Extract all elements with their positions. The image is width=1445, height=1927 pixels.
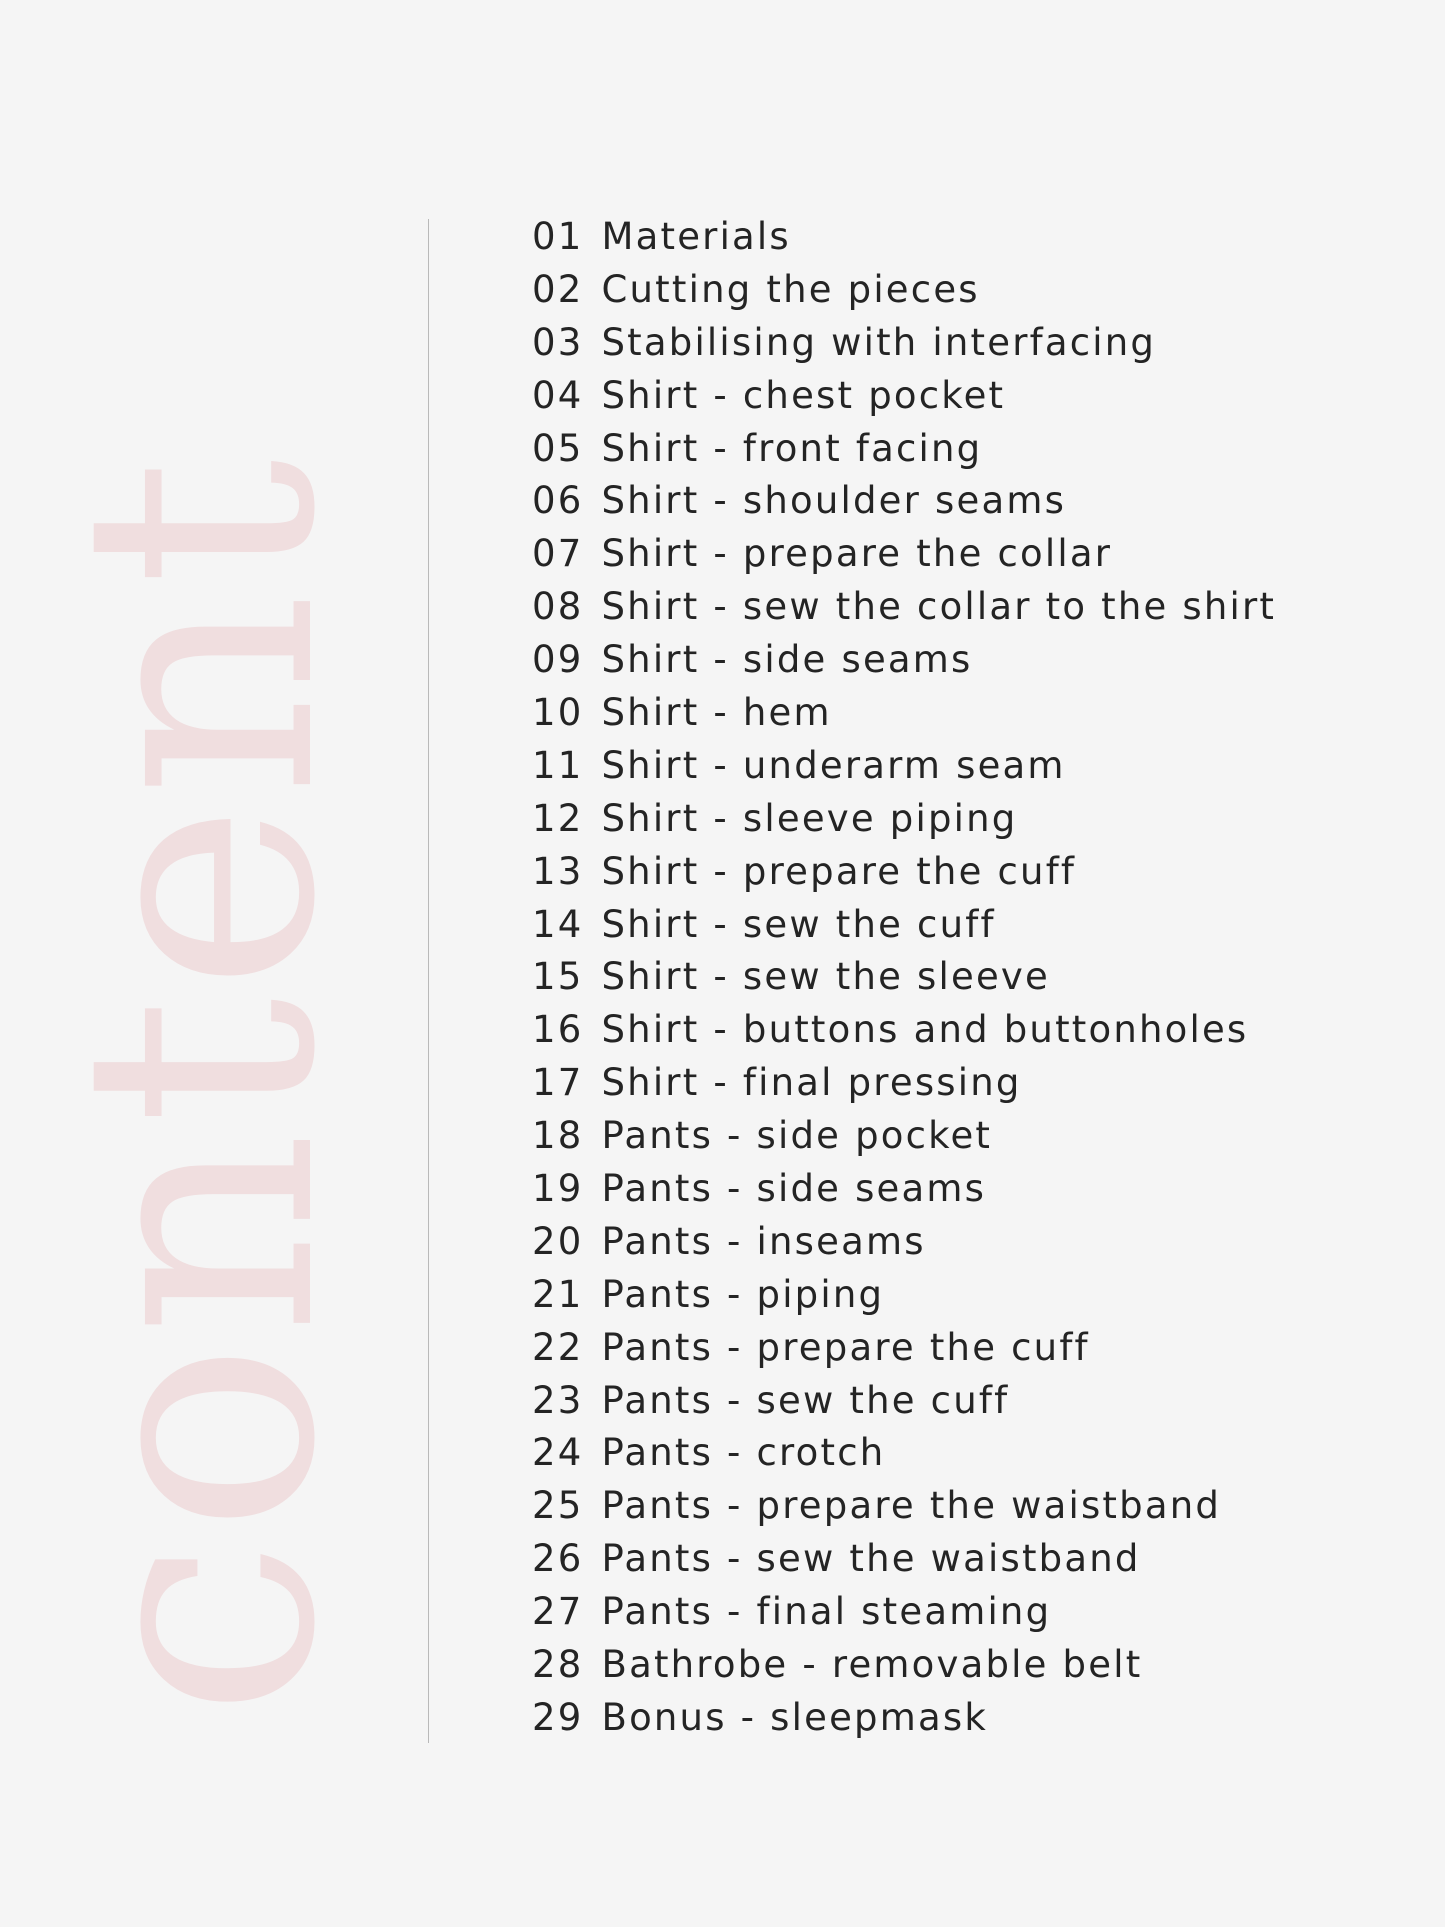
toc-item	[532, 1431, 1276, 1484]
toc-item-title: Shirt - sew the collar to the shirt	[601, 585, 1277, 629]
toc-item-title: Pants - sew the waistband	[601, 1537, 1141, 1581]
toc-item	[532, 1379, 1276, 1432]
toc-item-number: 15	[532, 955, 584, 999]
toc-item-title: Shirt - chest pocket	[601, 373, 1006, 417]
table-of-contents	[532, 215, 1276, 1749]
toc-item	[532, 321, 1276, 374]
toc-item	[532, 1220, 1276, 1273]
toc-item-title: Shirt - sew the sleeve	[601, 955, 1050, 999]
toc-item	[532, 850, 1276, 903]
toc-item-number: 20	[532, 1219, 584, 1263]
toc-item-number: 05	[532, 426, 584, 470]
toc-item	[532, 638, 1276, 691]
toc-item-number: 09	[532, 638, 584, 682]
toc-item	[532, 903, 1276, 956]
toc-item-number: 11	[532, 743, 584, 787]
toc-item	[532, 1273, 1276, 1326]
toc-item	[532, 374, 1276, 427]
toc-item-title: Cutting the pieces	[601, 267, 980, 311]
toc-item	[532, 427, 1276, 480]
side-title: content	[15, 452, 385, 1718]
toc-item-number: 28	[532, 1643, 584, 1687]
vertical-divider	[428, 219, 429, 1743]
toc-item-number: 17	[532, 1061, 584, 1105]
toc-item-number: 27	[532, 1590, 584, 1634]
toc-item-title: Pants - inseams	[601, 1219, 926, 1263]
toc-item	[532, 1061, 1276, 1114]
toc-item-title: Shirt - prepare the collar	[601, 532, 1113, 576]
toc-item	[532, 744, 1276, 797]
toc-item	[532, 1484, 1276, 1537]
toc-item-number: 24	[532, 1431, 584, 1475]
toc-item-title: Pants - side pocket	[601, 1114, 993, 1158]
toc-item-title: Shirt - underarm seam	[601, 743, 1066, 787]
toc-item-title: Pants - side seams	[601, 1167, 987, 1211]
toc-item-title: Stabilising with interfacing	[601, 320, 1157, 364]
toc-item-number: 06	[532, 479, 584, 523]
toc-item-title: Shirt - hem	[601, 691, 832, 735]
toc-item-title: Shirt - side seams	[601, 638, 973, 682]
toc-item-number: 25	[532, 1484, 584, 1528]
toc-item-title: Shirt - buttons and buttonholes	[601, 1008, 1249, 1052]
toc-item-title: Shirt - shoulder seams	[601, 479, 1067, 523]
toc-item-title: Bonus - sleepmask	[601, 1695, 988, 1739]
toc-item	[532, 479, 1276, 532]
toc-item-number: 21	[532, 1272, 584, 1316]
toc-item-title: Bathrobe - removable belt	[601, 1643, 1143, 1687]
toc-item-title: Pants - sew the cuff	[601, 1378, 1010, 1422]
toc-item-title: Pants - prepare the waistband	[601, 1484, 1222, 1528]
toc-item-number: 12	[532, 796, 584, 840]
toc-item-title: Shirt - prepare the cuff	[601, 849, 1077, 893]
toc-item	[532, 1590, 1276, 1643]
toc-item-number: 22	[532, 1325, 584, 1369]
toc-item-number: 08	[532, 585, 584, 629]
toc-item-number: 01	[532, 215, 584, 258]
toc-item-number: 19	[532, 1167, 584, 1211]
toc-item	[532, 797, 1276, 850]
toc-item	[532, 1114, 1276, 1167]
toc-item-number: 18	[532, 1114, 584, 1158]
toc-item	[532, 1643, 1276, 1696]
toc-item	[532, 1696, 1276, 1749]
toc-item-title: Shirt - final pressing	[601, 1061, 1022, 1105]
toc-item-number: 07	[532, 532, 584, 576]
toc-item	[532, 1008, 1276, 1061]
toc-item	[532, 1167, 1276, 1220]
toc-item-number: 03	[532, 320, 584, 364]
toc-item-number: 04	[532, 373, 584, 417]
toc-item	[532, 691, 1276, 744]
toc-item	[532, 532, 1276, 585]
toc-item	[532, 955, 1276, 1008]
toc-item-number: 02	[532, 267, 584, 311]
toc-item	[532, 215, 1276, 268]
toc-item	[532, 1326, 1276, 1379]
toc-item-title: Materials	[601, 215, 791, 258]
toc-item-number: 16	[532, 1008, 584, 1052]
toc-item-number: 10	[532, 691, 584, 735]
toc-item	[532, 268, 1276, 321]
toc-item	[532, 1537, 1276, 1590]
toc-item-title: Pants - final steaming	[601, 1590, 1052, 1634]
toc-item-number: 26	[532, 1537, 584, 1581]
toc-item	[532, 585, 1276, 638]
toc-item-title: Shirt - sleeve piping	[601, 796, 1018, 840]
toc-item-number: 13	[532, 849, 584, 893]
toc-item-title: Pants - prepare the cuff	[601, 1325, 1090, 1369]
toc-item-title: Pants - crotch	[601, 1431, 886, 1475]
toc-item-number: 14	[532, 902, 584, 946]
toc-item-title: Shirt - front facing	[601, 426, 983, 470]
toc-item-number: 23	[532, 1378, 584, 1422]
toc-item-title: Pants - piping	[601, 1272, 885, 1316]
toc-item-number: 29	[532, 1695, 584, 1739]
toc-item-title: Shirt - sew the cuff	[601, 902, 996, 946]
